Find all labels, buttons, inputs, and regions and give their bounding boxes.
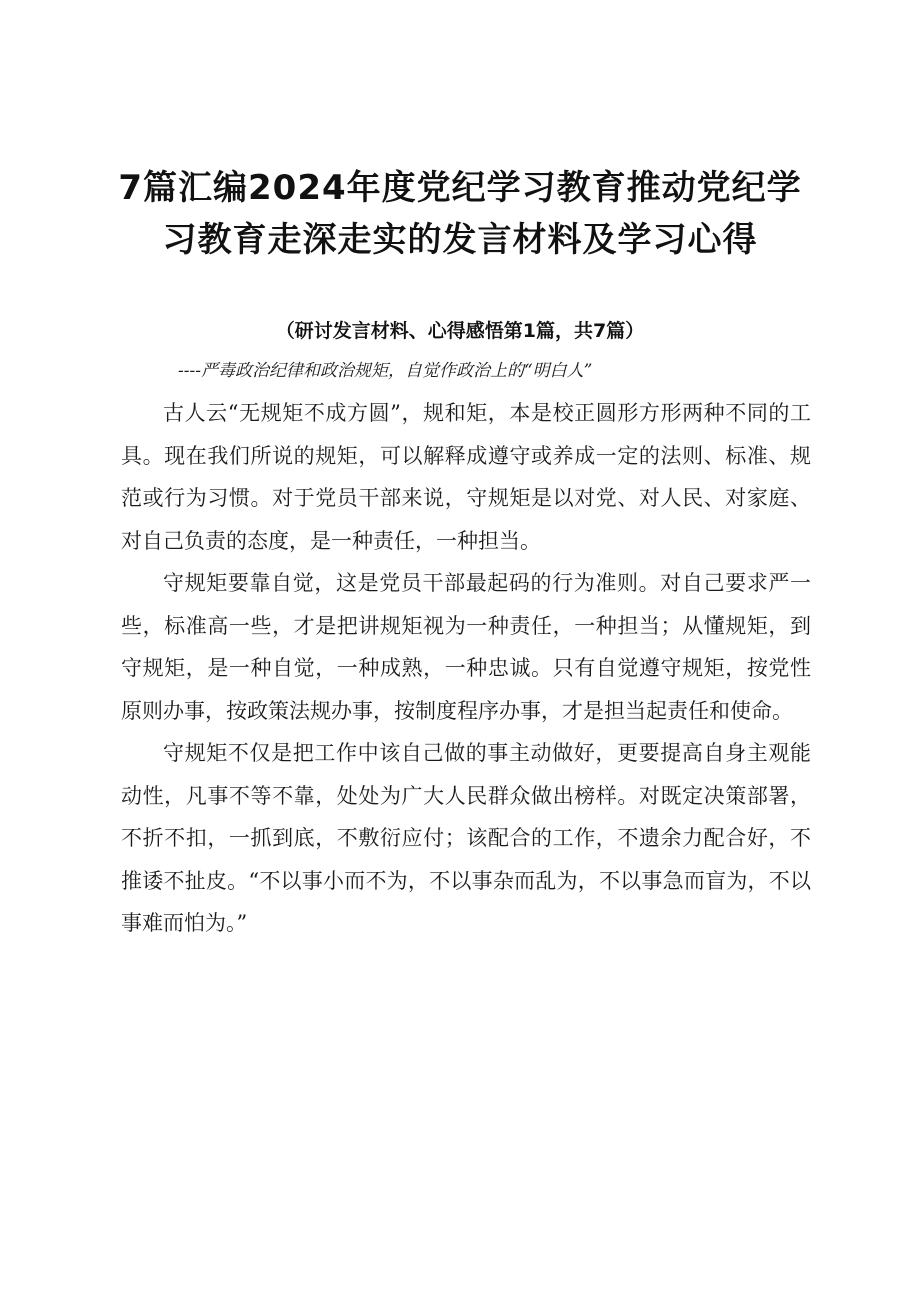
document-tagline: ----严毒政治纪律和政治规矩，自觉作政治上的“明白人” — [178, 361, 593, 381]
document-subtitle: （研讨发言材料、心得感悟第1篇，共7篇） — [275, 320, 645, 342]
body-paragraph-3: 守规矩不仅是把工作中该自己做的事主动做好，更要提高自身主观能动性，凡事不等不靠，处处为广大人民群众做出榜样。对既定决策部署，不折不扣，一抓到底，不敷衍应付；该配合的工作，不遗余力配合好，不推诿不扯皮。“不以事小而不为，不以事杂而乱为，不以事急而盲为，不以事难而怕为。” — [121, 741, 811, 935]
body-paragraph-1: 古人云“无规矩不成方圆”，规和矩，本是校正圆形方形两种不同的工具。现在我们所说的规矩，可以解释成遵守或养成一定的法则、标准、规范或行为习惯。对于党员干部来说，守规矩是以对党、对人民、对家庭、对自己负责的态度，是一种责任，一种担当。 — [121, 401, 811, 553]
body-paragraph-2: 守规矩要靠自觉，这是党员干部最起码的行为准则。对自己要求严一些，标准高一些，才是把讲规矩视为一种责任，一种担当；从懂规矩，到守规矩，是一种自觉，一种成熟，一种忠诚。只有自觉遵守规矩，按党性原则办事，按政策法规办事，按制度程序办事，才是担当起责任和使命。 — [121, 571, 811, 723]
document-title-line-1: 7篇汇编2024年度党纪学习教育推动党纪学 — [118, 168, 802, 208]
document-body — [121, 392, 811, 945]
document-title-line-2: 习教育走深走实的发言材料及学习心得 — [162, 220, 758, 260]
